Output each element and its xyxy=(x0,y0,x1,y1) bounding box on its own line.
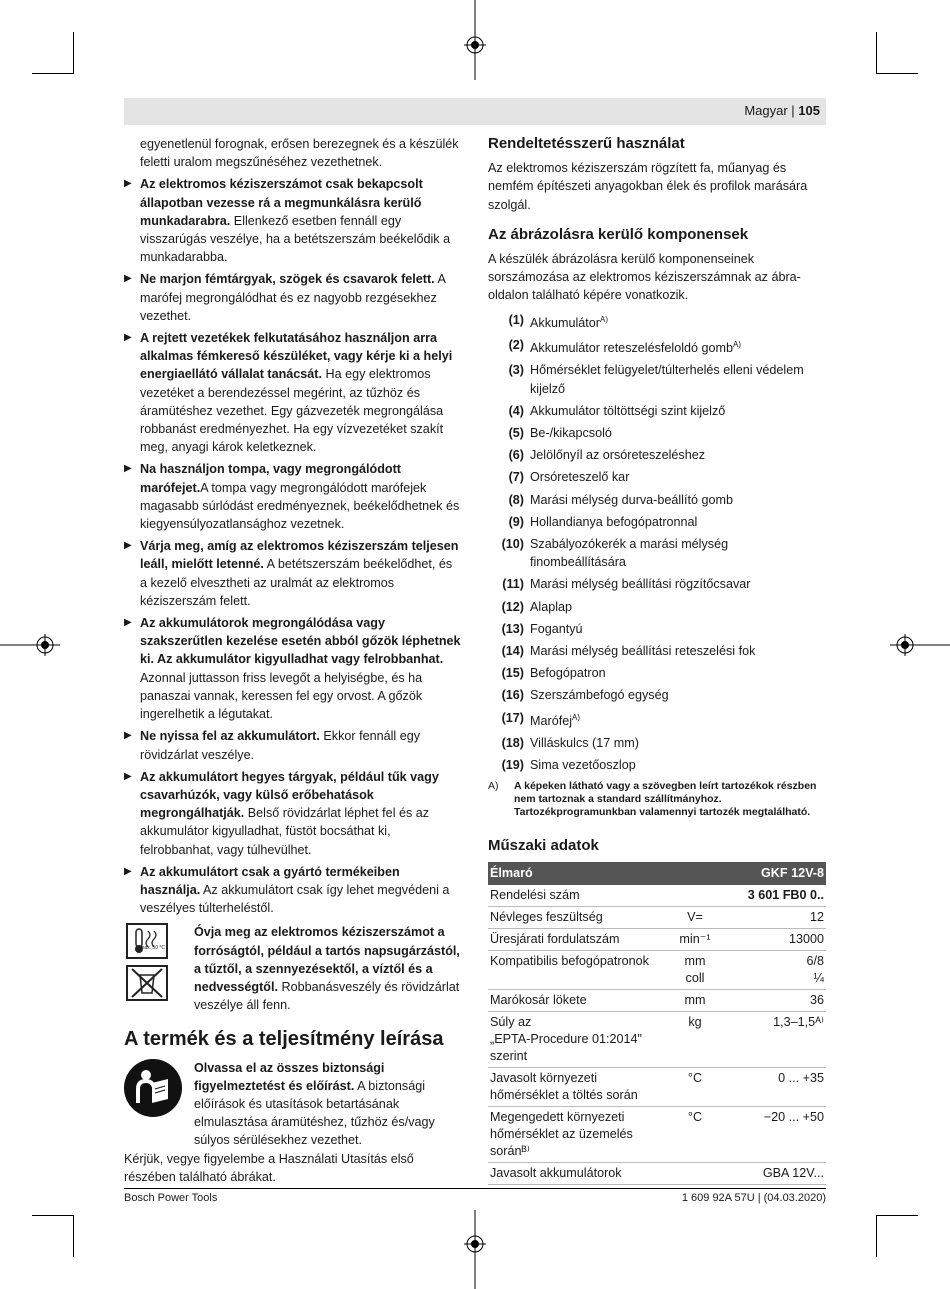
component-label-text: Befogópatron xyxy=(530,666,606,681)
safety-bullet: ▶ Az elektromos kéziszerszámot csak bekapcsolt állapotban vezesse rá a megmunkálásra kerülő munkadarabra. Ellenkező esetben fennáll egy visszarúgás veszélye, ha a betétszerszám beékelődik a munkadarabba. xyxy=(124,175,462,266)
component-label-text: Akkumulátor töltöttségi szint kijelző xyxy=(530,403,726,418)
table-row xyxy=(488,1106,826,1162)
right-column xyxy=(488,135,826,1185)
table-cell-value: GBA 12V... xyxy=(732,1162,826,1184)
component-item xyxy=(488,424,826,442)
component-label xyxy=(530,575,750,593)
table-cell-unit: °C xyxy=(658,1106,732,1162)
component-label-text: Marási mélység beállítási reteszelési fok xyxy=(530,644,756,659)
component-label xyxy=(530,664,606,682)
component-number: (8) xyxy=(508,492,524,507)
component-number: (17) xyxy=(501,710,524,725)
component-number: (16) xyxy=(501,688,524,703)
table-cell-value: −20 ... +50 xyxy=(732,1106,826,1162)
component-number: (5) xyxy=(508,426,524,441)
safety-bullet: ▶ Várja meg, amíg az elektromos kéziszerszám teljesen leáll, mielőtt letenné. A betétszerszám beékelődhet, és a kezelő elvesztheti az uralmát az elektromos kéziszerszám felett. xyxy=(124,537,462,610)
table-cell-value: 0 ... +35 xyxy=(732,1067,826,1106)
page-header xyxy=(124,98,826,125)
component-label-text: Marási mélység durva-beállító gomb xyxy=(530,492,733,507)
table-cell-unit: mm coll xyxy=(658,950,732,989)
component-number: (7) xyxy=(508,470,524,485)
crop-mark xyxy=(876,73,918,74)
table-cell-value: 1,3–1,5ᴬ⁾ xyxy=(732,1011,826,1067)
component-item xyxy=(488,402,826,420)
footer-brand: Bosch Power Tools xyxy=(124,1192,218,1204)
closing-text: Kérjük, vegye figyelembe a Használati Utasítás első részében található ábrákat. xyxy=(124,1151,414,1184)
component-label xyxy=(530,311,608,332)
component-item xyxy=(488,311,826,332)
read-instructions-text: Olvassa el az összes biztonsági figyelmeztetést és előírást. A biztonsági előírások és utasítások betartásának elmulasztása áramütéshez, tűzhöz és/vagy súlyos sérülésekhez vezethet. xyxy=(194,1060,435,1148)
component-number: (14) xyxy=(501,644,524,659)
table-cell-name: Rendelési szám xyxy=(488,885,658,907)
component-item xyxy=(488,513,826,531)
component-number: (18) xyxy=(501,736,524,751)
component-label xyxy=(530,468,629,486)
table-row xyxy=(488,1067,826,1106)
table-cell-name: Megengedett környezeti hőmérséklet az üzemelés soránᴮ⁾ xyxy=(488,1106,658,1162)
table-row xyxy=(488,1162,826,1184)
table-cell-value: 36 xyxy=(732,989,826,1011)
component-label xyxy=(530,336,741,357)
component-item xyxy=(488,756,826,774)
heat-warning-text: Óvja meg az elektromos kéziszerszámot a forróságtól, például a tartós napsugárzástól, a tűztől, a szennyezésektől, a víztől és a nedvességtől. Robbanásveszély és rövidzárlat veszélye áll fenn. xyxy=(194,925,460,1013)
footer-doc-id: 1 609 92A 57U | (04.03.2020) xyxy=(681,1192,826,1204)
component-label-text: Villáskulcs (17 mm) xyxy=(530,736,639,751)
component-item xyxy=(488,535,826,571)
table-cell-name: Marókosár lökete xyxy=(488,989,658,1011)
component-footnote-ref: A) xyxy=(600,314,608,324)
component-item xyxy=(488,686,826,704)
component-label-text: Akkumulátor reteszelésfeloldó gomb xyxy=(530,341,734,356)
registration-mark-top-icon xyxy=(460,0,490,80)
components-intro: A készülék ábrázolásra kerülő komponenseinek sorszámozása az elektromos kéziszerszámnak az ábra-oldalon található képére vonatkozik. xyxy=(488,252,801,303)
table-header-model: GKF 12V-8 xyxy=(732,862,826,885)
table-cell-unit xyxy=(658,885,732,907)
header-language: Magyar xyxy=(744,103,788,118)
safety-bullet: ▶ Az akkumulátorok megrongálódása vagy szakszerűtlen kezelése esetén abból gőzök léphetnek ki. Az akkumulátor kigyulladhat vagy felrobbanhat. Azonnal juttasson friss levegőt a helyiségbe, és ha panaszai vannak, keressen fel egy orvost. A gőzök ingerelhetik a légutakat. xyxy=(124,614,462,723)
component-label-text: Orsóreteszelő kar xyxy=(530,470,630,485)
temperature-icon xyxy=(126,923,168,959)
table-cell-name: Súly az „EPTA-Procedure 01:2014" szerint xyxy=(488,1011,658,1067)
component-label-text: Alaplap xyxy=(530,599,573,614)
safety-bullet: ▶ Ne marjon fémtárgyak, szögek és csavarok felett. A marófej megrongálódhat és ez nagyobb rezgésekhez vezethet. xyxy=(124,270,462,325)
intended-use-title: Rendeltetésszerű használat xyxy=(488,135,685,152)
crop-mark xyxy=(876,1215,918,1216)
table-cell-unit: °C xyxy=(658,1067,732,1106)
left-column xyxy=(124,135,462,1186)
component-footnote-ref: A) xyxy=(733,340,742,350)
table-cell-value: 12 xyxy=(732,906,826,928)
component-number: (4) xyxy=(508,403,524,418)
component-label xyxy=(530,620,583,638)
table-row xyxy=(488,989,826,1011)
component-item xyxy=(488,664,826,682)
table-header-name: Élmaró xyxy=(488,862,732,885)
component-item xyxy=(488,575,826,593)
table-cell-name: Üresjárati fordulatszám xyxy=(488,928,658,950)
component-number: (11) xyxy=(502,577,524,592)
component-label-text: Sima vezetőoszlop xyxy=(530,758,636,773)
component-label xyxy=(530,424,612,442)
tech-data-table xyxy=(488,862,826,1185)
crop-mark xyxy=(32,1215,74,1216)
component-label xyxy=(530,598,572,616)
components-title: Az ábrázolásra kerülő komponensek xyxy=(488,225,749,243)
section-title: A termék és a teljesítmény leírása xyxy=(124,1028,444,1051)
component-number: (13) xyxy=(501,621,524,636)
crop-mark xyxy=(876,32,877,74)
component-item xyxy=(488,734,826,752)
component-label-text: Fogantyú xyxy=(530,621,583,636)
component-number: (12) xyxy=(501,599,524,614)
temperature-icon-label: max. 50 °C xyxy=(140,945,165,952)
component-item xyxy=(488,491,826,509)
table-cell-unit xyxy=(658,1162,732,1184)
page-number: 105 xyxy=(798,103,820,118)
table-row xyxy=(488,1011,826,1067)
crop-mark xyxy=(73,1215,74,1257)
component-number: (3) xyxy=(508,363,524,378)
table-row xyxy=(488,885,826,907)
table-cell-value: 3 601 FB0 0.. xyxy=(732,885,826,907)
component-label-text: Szabályozókerék a marási mélység finombeállítására xyxy=(530,537,729,570)
components-list xyxy=(488,311,826,775)
footnote-label: A) xyxy=(488,780,499,793)
crop-mark xyxy=(73,32,74,74)
component-label-text: Hőmérséklet felügyelet/túlterhelés elleni védelem kijelző xyxy=(530,363,804,396)
no-water-icon xyxy=(126,965,168,1001)
component-footnote-ref: A) xyxy=(572,712,580,722)
tech-data-title: Műszaki adatok xyxy=(488,837,599,855)
intended-use-text: Az elektromos kéziszerszám rögzített fa, műanyag és nemfém építészeti anyagokban élek és profilok marására szolgál. xyxy=(488,161,808,212)
component-label-text: Marási mélység beállítási rögzítőcsavar xyxy=(530,577,751,592)
table-row xyxy=(488,950,826,989)
table-header-row xyxy=(488,862,826,885)
component-label xyxy=(530,686,669,704)
table-row xyxy=(488,906,826,928)
component-label-text: Be-/kikapcsoló xyxy=(530,426,612,441)
component-label xyxy=(530,642,755,660)
component-label xyxy=(530,446,705,464)
table-cell-value: 6/8 ¼ xyxy=(732,950,826,989)
component-item xyxy=(488,468,826,486)
table-cell-value: 13000 xyxy=(732,928,826,950)
component-item xyxy=(488,446,826,464)
tech-data-body xyxy=(488,885,826,1185)
component-number: (19) xyxy=(501,758,524,773)
component-number: (15) xyxy=(501,666,524,681)
component-number: (9) xyxy=(508,514,524,529)
table-row xyxy=(488,928,826,950)
component-item xyxy=(488,642,826,660)
component-label-text: Hollandianya befogópatronnal xyxy=(530,514,698,529)
registration-mark-right-icon xyxy=(890,630,950,660)
header-text: Magyar | 105 xyxy=(744,103,820,118)
safety-bullet: ▶ A rejtett vezetékek felkutatásához használjon arra alkalmas fémkereső készüléket, vagy kérje ki a helyi energiaellátó vállalat tanácsát. Ha egy elektromos vezetéket a berendezéssel megérint, az tűzhöz és áramütéshez vezethet. Egy gázvezeték megrongálása robbanást eredményezhet. Ha egy vízvezetéket szakít meg, anyagi károk keletkeznek. xyxy=(124,329,462,456)
read-manual-icon xyxy=(124,1059,182,1117)
safety-bullet: ▶ Ne nyissa fel az akkumulátort. Ekkor fennáll egy rövidzárlat veszélye. xyxy=(124,727,462,763)
crop-mark xyxy=(32,73,74,74)
component-item xyxy=(488,336,826,357)
component-number: (10) xyxy=(501,537,524,552)
safety-bullet: ▶ Az akkumulátort hegyes tárgyak, például tűk vagy csavarhúzók, vagy külső erőbehatások megrongálhatják. Belső rövidzárlat léphet fel és az akkumulátor kigyulladhat, füstöt bocsáthat ki, felrobbanhat, vagy túlhevülhet. xyxy=(124,768,462,859)
accessories-footnote xyxy=(488,780,826,819)
intro-text: egyenetlenül forognak, erősen berezegnek és a készülék feletti uralom megszűnéséhez vezethetnek. xyxy=(140,137,459,170)
registration-mark-bottom-icon xyxy=(460,1210,490,1289)
read-instructions-notice xyxy=(124,1059,462,1150)
component-label xyxy=(530,756,636,774)
table-cell-name: Javasolt környezeti hőmérséklet a töltés során xyxy=(488,1067,658,1106)
component-label-text: Akkumulátor xyxy=(530,315,600,330)
crop-mark xyxy=(876,1215,877,1257)
table-cell-unit: V= xyxy=(658,906,732,928)
table-cell-name: Névleges feszültség xyxy=(488,906,658,928)
component-item xyxy=(488,620,826,638)
table-cell-name: Javasolt akkumulátorok xyxy=(488,1162,658,1184)
component-label-text: Jelölőnyíl az orsóreteszeléshez xyxy=(530,448,706,463)
component-item xyxy=(488,709,826,730)
table-cell-name: Kompatibilis befogópatronok xyxy=(488,950,658,989)
component-number: (2) xyxy=(508,338,524,353)
footer-divider xyxy=(124,1188,826,1189)
component-label xyxy=(530,491,733,509)
component-label xyxy=(530,402,725,420)
component-number: (6) xyxy=(508,448,524,463)
component-label xyxy=(530,361,826,397)
component-label-text: Szerszámbefogó egység xyxy=(530,688,669,703)
safety-bullet: ▶ Az akkumulátort csak a gyártó termékeiben használja. Az akkumulátort csak így lehet megvédeni a veszélyes túlterheléstől. xyxy=(124,863,462,918)
heat-warning xyxy=(124,923,462,1014)
component-label-text: Marófej xyxy=(530,713,572,728)
component-number: (1) xyxy=(508,312,524,327)
table-cell-unit: mm xyxy=(658,989,732,1011)
component-label xyxy=(530,513,697,531)
registration-mark-left-icon xyxy=(0,630,60,660)
footnote-text: A képeken látható vagy a szövegben leírt tartozékok részben nem tartoznak a standard szállítmányhoz. Tartozékprogramunkban valamennyi tartozék megtalálható. xyxy=(514,780,817,819)
table-cell-unit: min⁻¹ xyxy=(658,928,732,950)
safety-bullet: ▶ Na használjon tompa, vagy megrongálódott marófejet.A tompa vagy megrongálódott marófejek magasabb súrlódást eredményeznek, beékelődhetnek és kiegyensúlyozatlansághoz vezetnek. xyxy=(124,460,462,533)
component-item xyxy=(488,598,826,616)
component-label xyxy=(530,709,580,730)
component-label xyxy=(530,734,639,752)
table-cell-unit: kg xyxy=(658,1011,732,1067)
component-label xyxy=(530,535,826,571)
component-item xyxy=(488,361,826,397)
warning-icons xyxy=(124,923,194,1014)
